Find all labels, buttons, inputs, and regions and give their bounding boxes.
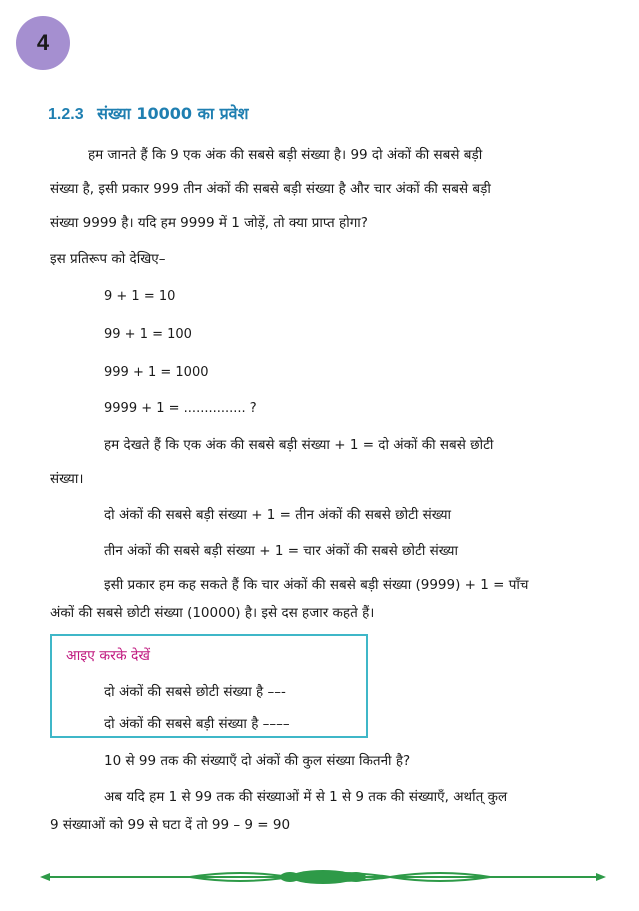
paragraph-4: तीन अंकों की सबसे बड़ी संख्या + 1 = चार अंकों की सबसे छोटी संख्या	[104, 543, 458, 559]
paragraph-6-line-1: अब यदि हम 1 से 99 तक की संख्याओं में से 1 से 9 तक की संख्याएँ, अर्थात् कुल	[104, 789, 508, 805]
rule-ornament-left-icon	[280, 872, 300, 882]
rule-center-ornament-icon	[291, 870, 355, 884]
paragraph-3: दो अंकों की सबसे बड़ी संख्या + 1 = तीन अंकों की सबसे छोटी संख्या	[104, 507, 452, 523]
equation-3: 999 + 1 = 1000	[104, 365, 209, 380]
pattern-intro: इस प्रतिरूप को देखिए–	[50, 251, 166, 267]
section-title: संख्या 10000 का प्रवेश	[97, 104, 249, 123]
activity-box	[50, 634, 368, 738]
activity-box-line-2: दो अंकों की सबसे बड़ी संख्या है ––––	[104, 716, 290, 732]
section-number: 1.2.3	[48, 106, 84, 123]
activity-box-title: आइए करके देखें	[66, 648, 150, 664]
activity-box-line-1: दो अंकों की सबसे छोटी संख्या है ––-	[104, 684, 286, 700]
paragraph-1-line-3: संख्या 9999 है। यदि हम 9999 में 1 जोड़ें, तो क्या प्राप्त होगा?	[50, 215, 368, 231]
equation-2: 99 + 1 = 100	[104, 327, 192, 342]
page-number-badge	[16, 16, 70, 70]
question-1: 10 से 99 तक की संख्याएँ दो अंकों की कुल संख्या कितनी है?	[104, 753, 411, 769]
paragraph-5-line-2: अंकों की सबसे छोटी संख्या (10000) है। इसे दस हजार कहते हैं।	[50, 605, 375, 621]
page-number: 4	[36, 30, 50, 55]
equation-4: 9999 + 1 = ............... ?	[104, 401, 257, 416]
paragraph-6-line-2: 9 संख्याओं को 99 से घटा दें तो 99 – 9 = 90	[50, 817, 291, 833]
paragraph-2-line-2: संख्या।	[50, 471, 84, 487]
paragraph-5-line-1: इसी प्रकार हम कह सकते हैं कि चार अंकों की सबसे बड़ी संख्या (9999) + 1 = पाँच	[104, 577, 529, 593]
paragraph-1-line-2: संख्या है, इसी प्रकार 999 तीन अंकों की सबसे बड़ी संख्या है और चार अंकों की सबसे बड़ी	[50, 181, 491, 197]
rule-ornament-right-icon	[346, 872, 366, 882]
decorative-footer-rule	[40, 866, 606, 888]
paragraph-2-line-1: हम देखते हैं कि एक अंक की सबसे बड़ी संख्या + 1 = दो अंकों की सबसे छोटी	[104, 437, 494, 453]
equation-1: 9 + 1 = 10	[104, 289, 176, 304]
paragraph-1-line-1: हम जानते हैं कि 9 एक अंक की सबसे बड़ी संख्या है। 99 दो अंकों की सबसे बड़ी	[88, 147, 483, 163]
section-heading	[48, 102, 248, 124]
